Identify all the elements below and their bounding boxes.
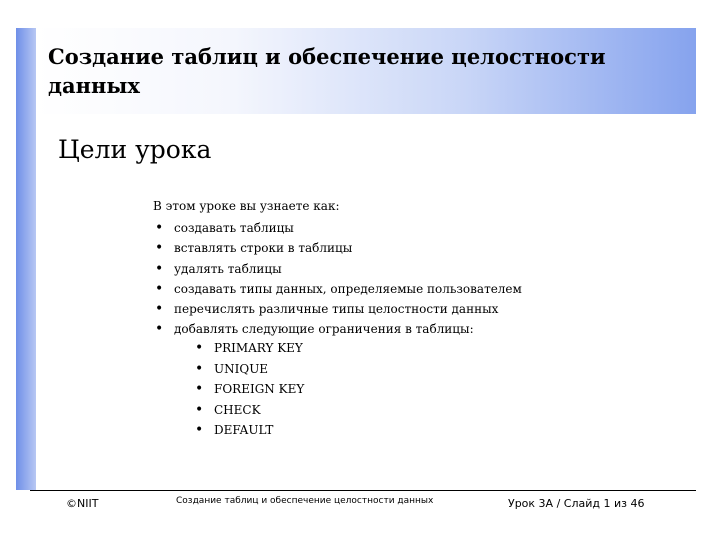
constraint-label: UNIQUE: [214, 361, 269, 376]
list-item: [155, 218, 522, 238]
bullet-icon: •: [195, 401, 204, 418]
footer-course-title: Создание таблиц и обеспечение целостности данных: [176, 496, 434, 506]
bullet-icon: •: [155, 260, 164, 277]
list-item: [155, 238, 522, 258]
footer-copyright: ©NIIT: [66, 497, 99, 510]
list-item-text: добавлять следующие ограничения в таблицы:: [174, 322, 474, 337]
bullet-icon: •: [195, 422, 204, 438]
list-item: [155, 299, 522, 319]
list-item: [195, 400, 304, 421]
constraint-label: DEFAULT: [214, 423, 274, 437]
bullet-icon: •: [155, 321, 164, 338]
constraints-list: [195, 338, 304, 441]
footer-slide-number: Урок 3A / Слайд 1 из 46: [508, 497, 645, 510]
bullet-icon: •: [155, 280, 164, 297]
list-item: [155, 259, 522, 279]
list-item: [195, 338, 304, 359]
list-item-text: вставлять строки в таблицы: [174, 241, 353, 256]
list-item-text: создавать типы данных, определяемые пользователем: [174, 281, 522, 296]
constraint-label: PRIMARY KEY: [214, 341, 303, 355]
intro-text: В этом уроке вы узнаете как:: [153, 199, 340, 213]
list-item: [155, 319, 522, 339]
bullet-icon: •: [155, 240, 164, 257]
list-item-text: перечислять различные типы целостности данных: [174, 302, 499, 317]
objectives-list: [155, 218, 522, 340]
list-item: [195, 420, 304, 441]
constraint-label: CHECK: [214, 402, 261, 417]
bullet-icon: •: [195, 381, 204, 397]
left-accent-bar: [16, 28, 36, 490]
slide-title: Создание таблиц и обеспечение целостности данных: [48, 44, 606, 98]
bullet-icon: •: [195, 340, 204, 356]
bullet-icon: •: [195, 360, 204, 377]
list-item: [195, 359, 304, 380]
list-item: [195, 379, 304, 400]
section-heading: Цели урока: [58, 135, 212, 164]
bullet-icon: •: [155, 301, 164, 318]
footer-divider: [30, 490, 696, 491]
constraint-label: FOREIGN KEY: [214, 382, 305, 396]
bullet-icon: •: [155, 220, 164, 236]
list-item: [155, 279, 522, 299]
list-item-text: удалять таблицы: [174, 261, 282, 276]
list-item-text: создавать таблицы: [174, 221, 294, 235]
